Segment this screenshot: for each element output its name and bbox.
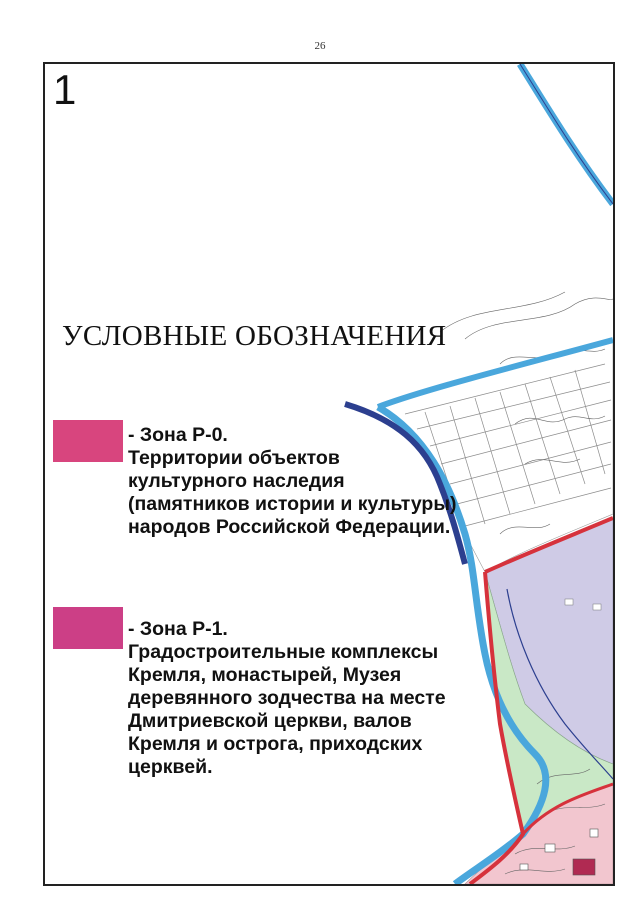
river-outline-top <box>520 64 613 204</box>
legend-item-code: - Зона Р-1. <box>128 618 228 640</box>
legend-item-description: Градостроительные комплексы Кремля, монастырей, Музея деревянного зодчества на месте Дмитриевской церкви, валов Кремля и острога, приходских церквей. <box>128 641 446 778</box>
building-marker <box>590 829 598 837</box>
building-marker <box>593 604 601 610</box>
legend-item-zone-r0 <box>128 424 458 539</box>
legend-swatch-zone-r1 <box>53 607 123 649</box>
legend-item-zone-r1 <box>128 618 458 779</box>
legend-swatch-zone-r0 <box>53 420 123 462</box>
map-frame <box>43 62 615 886</box>
legend-item-description: Территории объектов культурного наследия (памятников истории и культуры) народов Российской Федерации. <box>128 447 457 538</box>
legend-item-code: - Зона Р-0. <box>128 424 228 446</box>
building-marker <box>565 599 573 605</box>
page-number: 26 <box>314 40 326 52</box>
building-marker <box>545 844 555 852</box>
sheet-number: 1 <box>53 66 77 113</box>
building-marker <box>520 864 528 870</box>
building-marker <box>573 859 595 875</box>
legend-title: УСЛОВНЫЕ ОБОЗНАЧЕНИЯ <box>62 320 447 352</box>
